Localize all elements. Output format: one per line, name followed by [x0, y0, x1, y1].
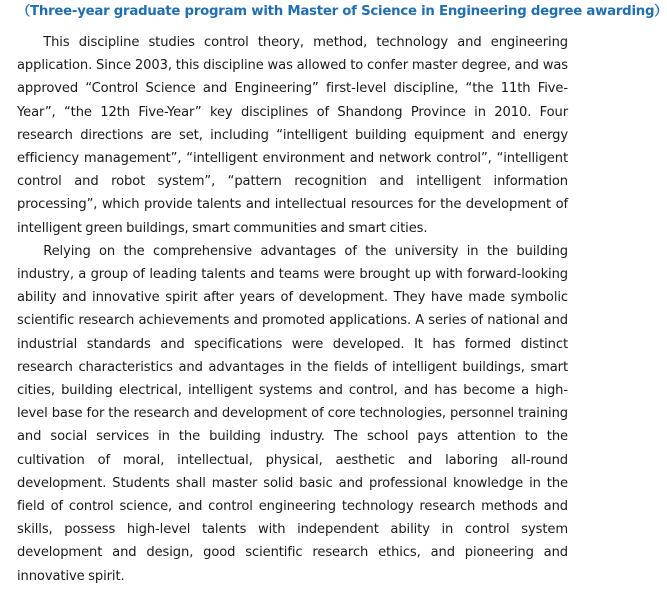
body-paragraph-discipline-overview: This discipline studies control theory, method, technology and engineering application. Since 2003, this discipline was allowed to confer master degree, and was approved “Control Science and Engineering” first-level discipline, “the 11th Five-Year”, “the 12th Five-Year” key disciplines of Shandong Province in 2010. Four research directions are set, including “intelligent building equipment and energy efficiency management”, “intelligent environment and network control”, “intelligent control and robot system”, “pattern recognition and intelligent information processing”, which provide talents and intellectual resources for the development of intelligent green buildings, smart communities and smart cities. [17, 35, 568, 236]
program-heading: （Three-year graduate program with Master of Science in Engineering degree awarding） [17, 4, 667, 19]
body-paragraph-advantages: Relying on the comprehensive advantages of the university in the building industry, a group of leading talents and teams were brought up with forward-looking ability and innovative spirit after years of development. They have made symbolic scientific research achievements and promoted applications. A series of national and industrial standards and specifications were developed. It has formed distinct research characteristics and advantages in the fields of intelligent buildings, smart cities, building electrical, intelligent systems and control, and has become a high-level base for the research and development of core technologies, personnel training and social services in the building industry. The school pays attention to the cultivation of moral, intellectual, physical, aesthetic and laboring all-round development. Students shall master solid basic and professional knowledge in the field of control science, and control engineering technology research methods and skills, possess high-level talents with independent ability in control system development and design, good scientific research ethics, and pioneering and innovative spirit. [17, 243, 568, 584]
